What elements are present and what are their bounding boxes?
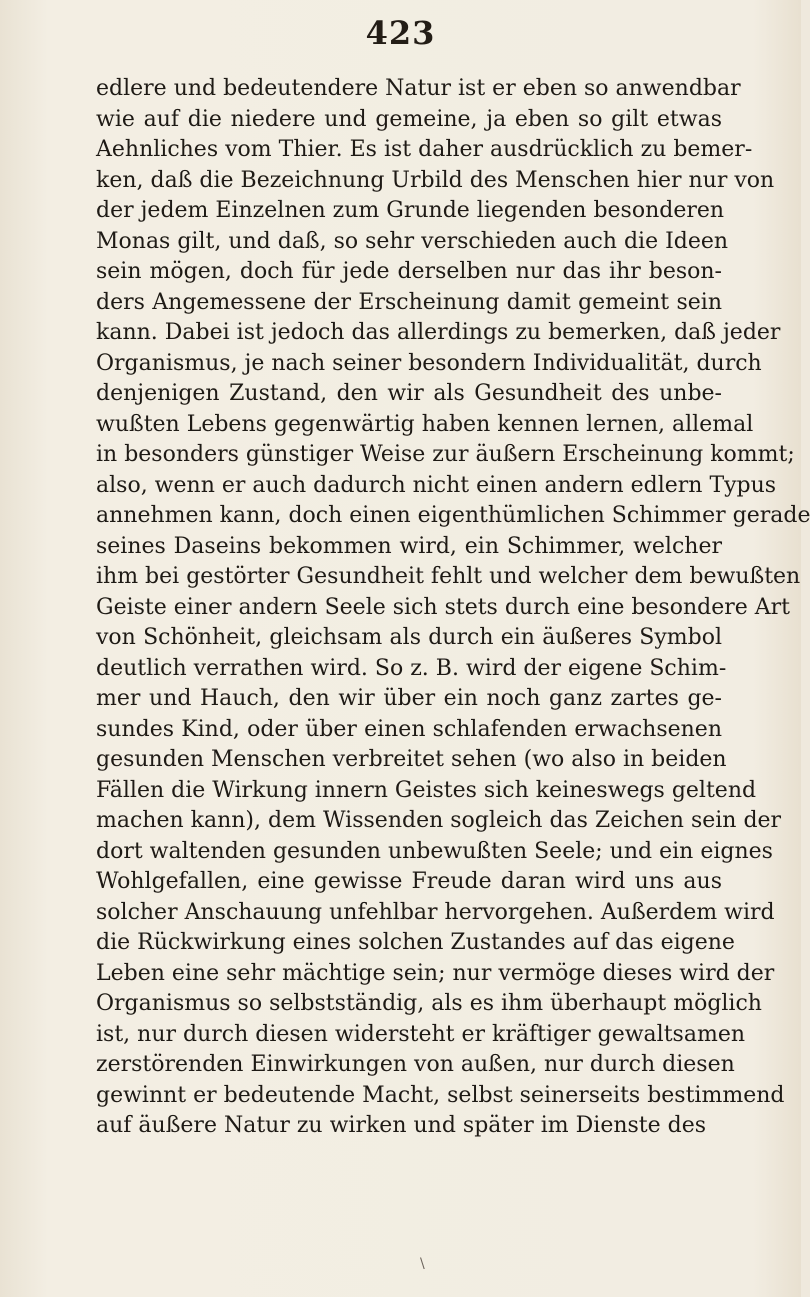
body-text	[96, 74, 810, 1142]
text-line: gewinnt er bedeutende Macht, selbst seinerseits bestimmend	[96, 1082, 785, 1108]
text-line: ist, nur durch diesen widersteht er kräftiger gewaltsamen	[96, 1021, 746, 1047]
text-line: auf äußere Natur zu wirken und später im Dienste des	[96, 1113, 707, 1138]
text-line: ihm bei gestörter Gesundheit fehlt und welcher dem bewußten	[96, 564, 801, 589]
text-line: deutlich verrathen wird. So z. B. wird der eigene Schim-	[96, 655, 727, 681]
text-line: Geiste einer andern Seele sich stets durch eine besondere Art	[96, 594, 791, 620]
text-line: von Schönheit, gleichsam als durch ein äußeres Symbol	[96, 625, 722, 650]
text-line: kann. Dabei ist jedoch das allerdings zu bemerken, daß jeder	[96, 320, 781, 345]
text-line: also, wenn er auch dadurch nicht einen andern edlern Typus	[96, 472, 777, 498]
text-line: Fällen die Wirkung innern Geistes sich keineswegs geltend	[96, 777, 757, 803]
text-line: wie auf die niedere und gemeine, ja eben so gilt etwas	[96, 106, 722, 132]
text-line: seines Daseins bekommen wird, ein Schimmer, welcher	[96, 533, 722, 559]
text-line: Organismus so selbstständig, als es ihm überhaupt möglich	[96, 991, 762, 1016]
text-line: denjenigen Zustand, den wir als Gesundheit des unbe-	[96, 381, 722, 406]
text-line: Wohlgefallen, eine gewisse Freude daran wird uns aus	[96, 869, 722, 894]
page-number: 423	[365, 14, 436, 52]
text-line: Aehnliches vom Thier. Es ist daher ausdrücklich zu bemer-	[96, 137, 753, 162]
text-line: der jedem Einzelnen zum Grunde liegenden besonderen	[96, 198, 725, 223]
text-line: solcher Anschauung unfehlbar hervorgehen. Außerdem wird	[96, 899, 775, 925]
text-line: machen kann), dem Wissenden sogleich das Zeichen sein der	[96, 808, 782, 833]
text-line: sundes Kind, oder über einen schlafenden erwachsenen	[96, 716, 722, 742]
text-line: die Rückwirkung eines solchen Zustandes auf das eigene	[96, 930, 735, 955]
text-line: dort waltenden gesunden unbewußten Seele; und ein eignes	[96, 838, 773, 864]
text-line: in besonders günstiger Weise zur äußern Erscheinung kommt;	[96, 442, 795, 467]
text-line: gesunden Menschen verbreitet sehen (wo also in beiden	[96, 747, 727, 772]
text-line: ders Angemessene der Erscheinung damit gemeint sein	[96, 289, 722, 315]
text-line: edlere und bedeutendere Natur ist er eben so anwendbar	[96, 76, 741, 101]
footer-mark: \	[420, 1256, 425, 1272]
text-line: mer und Hauch, den wir über ein noch ganz zartes ge-	[96, 686, 722, 711]
text-line: Leben eine sehr mächtige sein; nur vermöge dieses wird der	[96, 960, 775, 986]
text-line: sein mögen, doch für jede derselben nur das ihr beson-	[96, 259, 722, 284]
text-line: wußten Lebens gegenwärtig haben kennen lernen, allemal	[96, 411, 754, 437]
text-line: Organismus, je nach seiner besondern Individualität, durch	[96, 350, 762, 376]
text-line: annehmen kann, doch einen eigenthümlichen Schimmer gerade	[96, 503, 810, 528]
text-line: ken, daß die Bezeichnung Urbild des Menschen hier nur von	[96, 167, 775, 193]
text-line: zerstörenden Einwirkungen von außen, nur durch diesen	[96, 1052, 735, 1077]
text-line: Monas gilt, und daß, so sehr verschieden auch die Ideen	[96, 228, 729, 254]
